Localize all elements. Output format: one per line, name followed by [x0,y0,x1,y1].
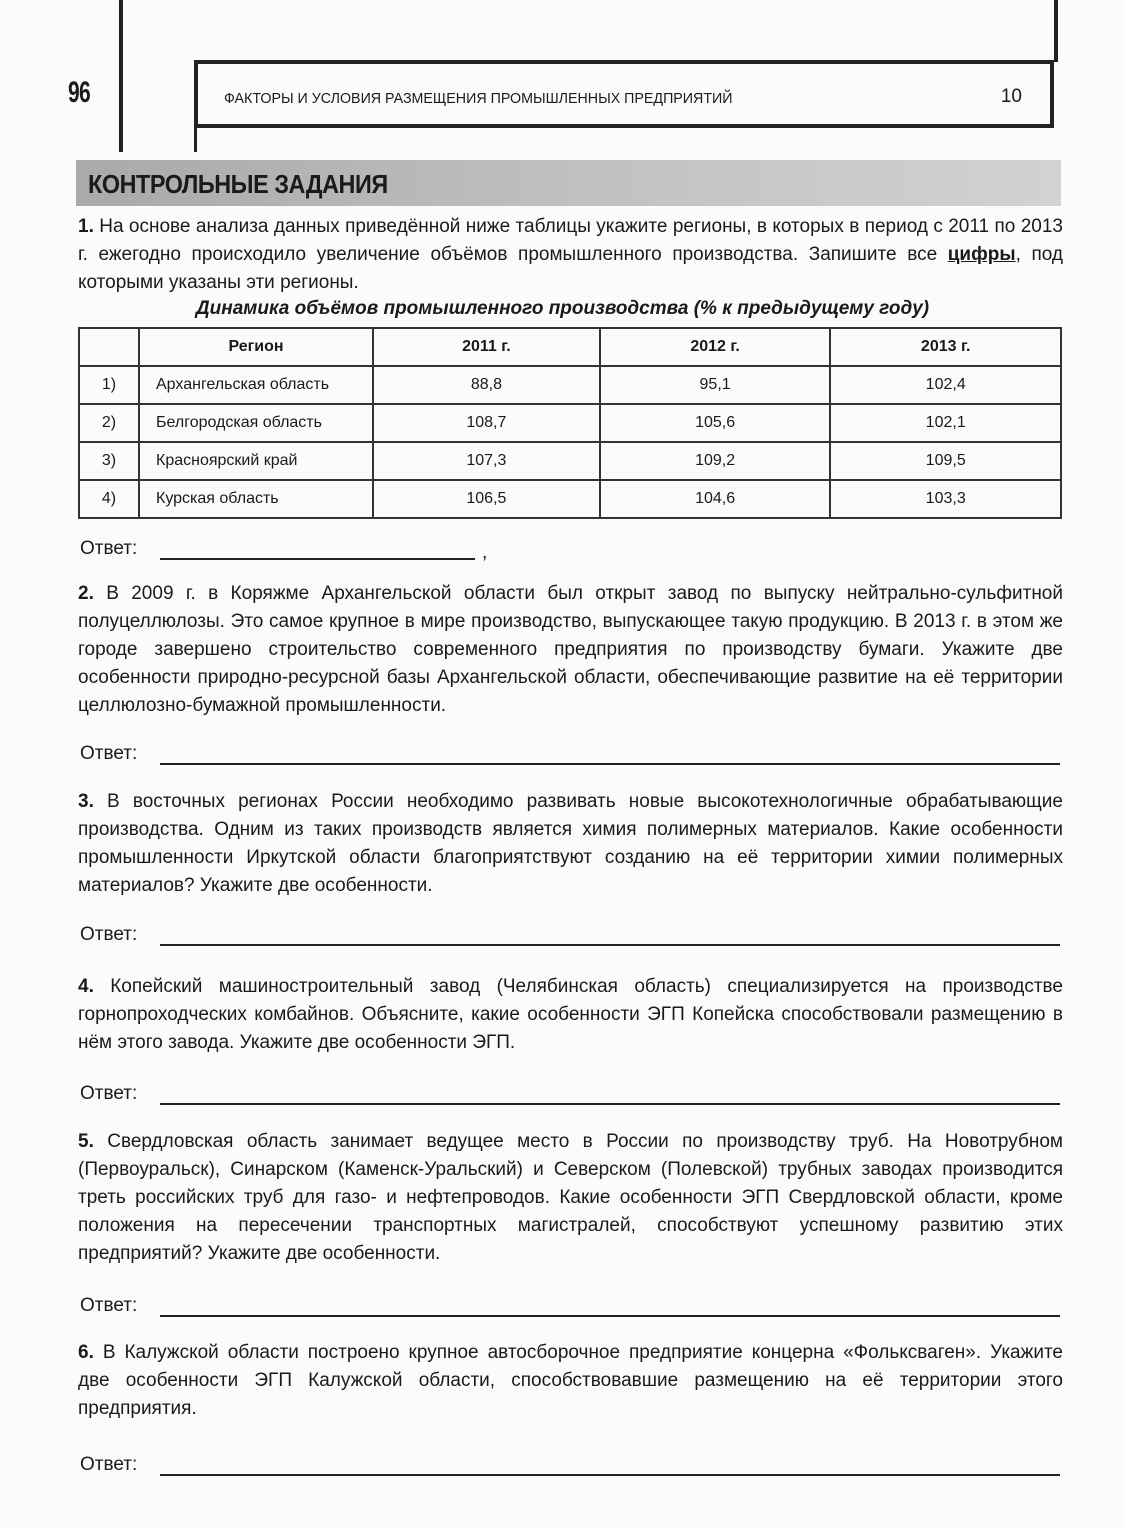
task-1 [78,213,1063,297]
margin-rule [194,128,197,152]
task-text: В восточных регионах России необходимо развивать новые высокотехнологичные обрабатывающие производства. Одним из таких производств является химия полимерных материалов. Какие особенности промышленности Иркутской области благоприятствуют созданию на её территории химии полимерных материалов? Укажите две особенности. [78,791,1063,896]
table-row [79,442,1061,480]
task-4 [78,973,1063,1057]
row-number: 3) [79,442,139,480]
table-row [79,480,1061,518]
task-emphasis: цифры [947,244,1016,265]
region-cell: Красноярский край [139,442,373,480]
task-number: 4. [78,976,94,997]
value-cell: 95,1 [600,366,831,404]
answer-4 [80,1083,137,1105]
table-row [79,404,1061,442]
value-cell: 102,1 [830,404,1061,442]
value-cell: 108,7 [373,404,600,442]
answer-line[interactable] [160,763,1060,765]
task-2 [78,580,1063,720]
chapter-header [194,60,1054,128]
col-header: 2011 г. [373,328,600,366]
task-number: 1. [78,216,94,237]
task-text: В Калужской области построено крупное автосборочное предприятие концерна «Фольксваген». Укажите две особенности ЭГП Калужской области, способствовавшие размещению на её территории этого предприятия. [78,1342,1063,1419]
chapter-number: 10 [1000,86,1022,107]
chapter-title: ФАКТОРЫ И УСЛОВИЯ РАЗМЕЩЕНИЯ ПРОМЫШЛЕННЫХ ПРЕДПРИЯТИЙ [224,90,733,107]
answer-label: Ответ: [80,1454,138,1475]
task-text: На основе анализа данных приведённой ниже таблицы укажите регионы, в которых в период с 2011 по 2013 г. ежегодно происходило увеличение объёмов промышленного производства. Запишите все [78,216,1063,265]
region-cell: Белгородская область [139,404,373,442]
answer-5 [80,1295,137,1317]
value-cell: 88,8 [373,366,600,404]
task-number: 6. [78,1342,94,1363]
data-table [78,327,1062,519]
page-number: 96 [68,76,90,109]
answer-1: Ответ: , [80,538,488,563]
answer-line[interactable] [160,1474,1060,1476]
col-header: Регион [139,328,373,366]
section-title: КОНТРОЛЬНЫЕ ЗАДАНИЯ [88,169,388,199]
value-cell: 109,2 [600,442,831,480]
value-cell: 105,6 [600,404,831,442]
section-band [76,160,1061,206]
value-cell: 103,3 [830,480,1061,518]
answer-line[interactable] [160,1315,1060,1317]
table-header-row [79,328,1061,366]
answer-6 [80,1454,137,1476]
col-header: 2012 г. [600,328,831,366]
task-3 [78,788,1063,900]
task-text: В 2009 г. в Коряжме Архангельской области был открыт завод по выпуску нейтрально-сульфитной полуцеллюлозы. Это самое крупное в мире производство, выпускающее такую продукцию. В 2013 г. в этом же городе завершено строительство современного предприятия по производству бумаги. Укажите две особенности природно-ресурсной базы Архангельской области, обеспечивающие развитие на её территории целлюлозно-бумажной промышленности. [78,583,1063,716]
answer-2 [80,743,137,765]
value-cell: 106,5 [373,480,600,518]
col-header: 2013 г. [830,328,1061,366]
value-cell: 104,6 [600,480,831,518]
answer-3 [80,924,137,946]
table-caption: Динамика объёмов промышленного производства (% к предыдущему году) [195,298,930,319]
task-5 [78,1128,1063,1268]
row-number: 4) [79,480,139,518]
row-number: 1) [79,366,139,404]
task-number: 2. [78,583,94,604]
task-text: Свердловская область занимает ведущее место в России по производству труб. На Новотрубном (Первоуральск), Синарском (Каменск-Уральский) и Северском (Полевской) трубных заводах производится треть российских труб для газо- и нефтепроводов. Какие особенности ЭГП Свердловской области, кроме положения на пересечении транспортных магистралей, способствуют успешному развитию этих предприятий? Укажите две особенности. [78,1131,1063,1264]
task-text: Копейский машиностроительный завод (Челябинская область) специализируется на производстве горнопроходческих комбайнов. Объясните, какие особенности ЭГП Копейска способствовали размещению в нём этого завода. Укажите две особенности ЭГП. [78,976,1063,1053]
region-cell: Курская область [139,480,373,518]
answer-line[interactable] [160,1103,1060,1105]
answer-label: Ответ: [80,924,138,945]
value-cell: 107,3 [373,442,600,480]
task-text: , под которыми указаны эти регионы. [78,244,1063,293]
margin-rule [119,0,123,152]
answer-label: Ответ: [80,1295,138,1316]
answer-label: Ответ: [80,743,138,764]
table-row [79,366,1061,404]
region-cell: Архангельская область [139,366,373,404]
value-cell: 109,5 [830,442,1061,480]
row-number: 2) [79,404,139,442]
answer-line[interactable] [160,944,1060,946]
task-number: 3. [78,791,94,812]
value-cell: 102,4 [830,366,1061,404]
margin-rule [1054,0,1058,62]
answer-label: Ответ: [80,1083,138,1104]
task-number: 5. [78,1131,94,1152]
answer-label: Ответ: [80,538,138,559]
answer-line[interactable] [160,558,475,560]
col-header [79,328,139,366]
task-6 [78,1339,1063,1423]
